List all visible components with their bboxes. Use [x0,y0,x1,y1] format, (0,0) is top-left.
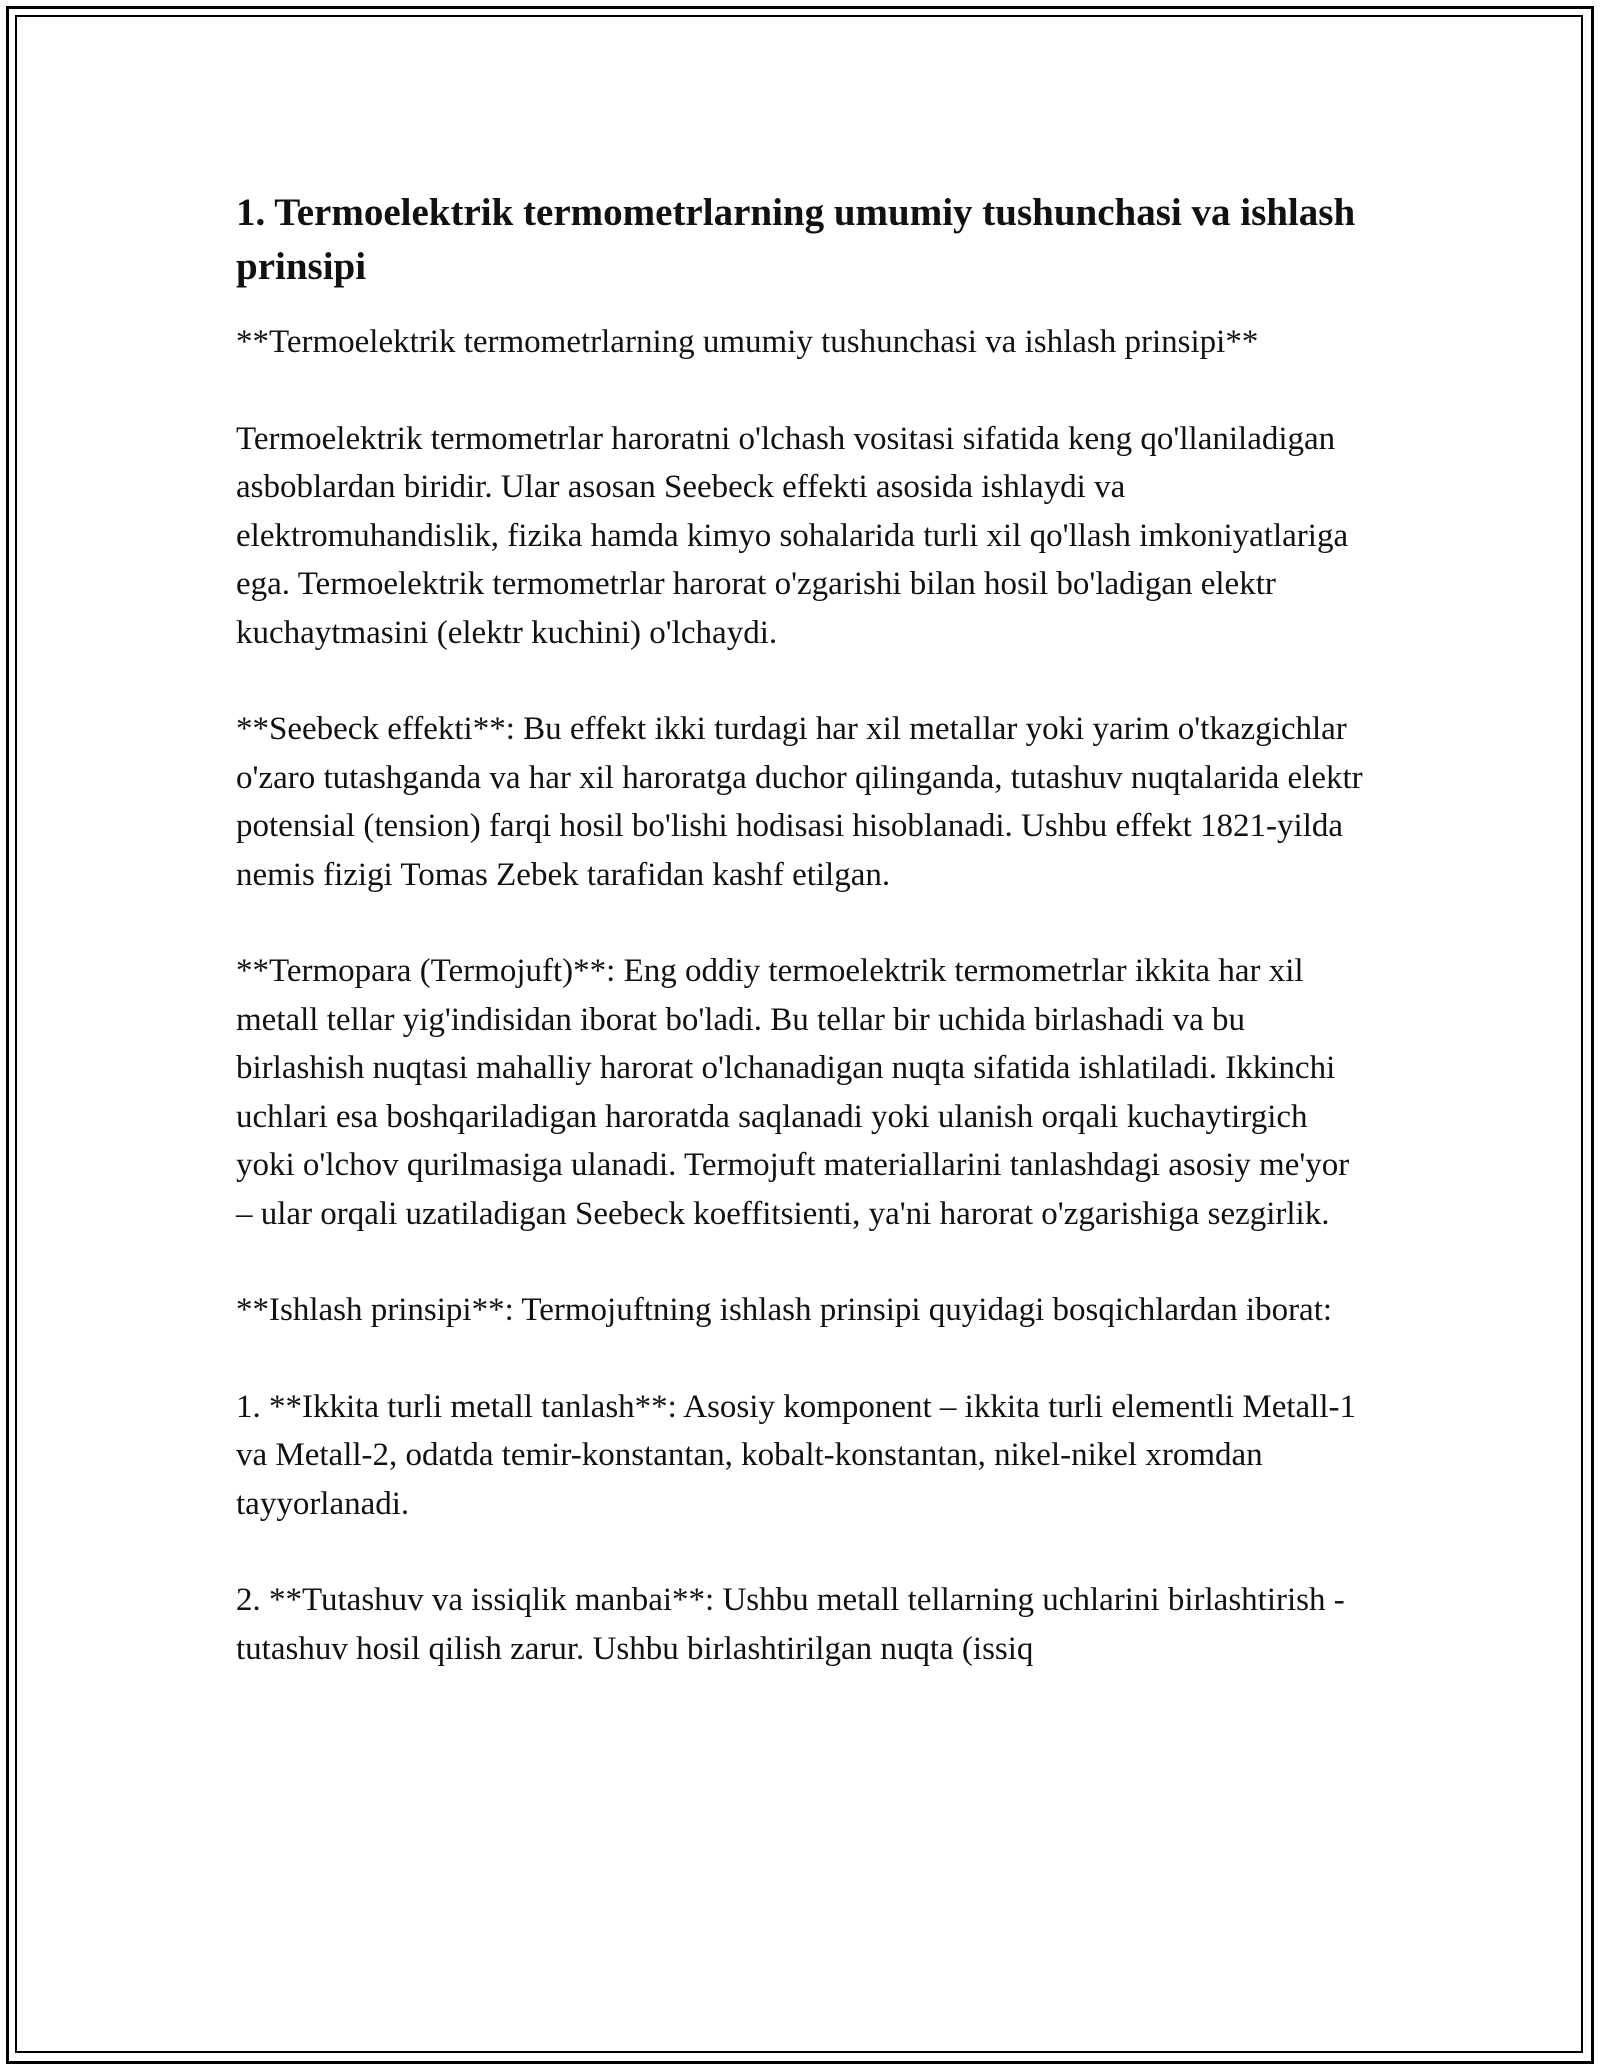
section-heading: 1. Termoelektrik termometrlarning umumiy tushunchasi va ishlash prinsipi [236,191,1356,288]
paragraph-working-principle: **Ishlash prinsipi**: Termojuftning ishlash prinsipi quyidagi bosqichlardan iborat: [236,1292,1333,1328]
paragraph-step-1: 1. **Ikkita turli metall tanlash**: Asosiy komponent – ikkita turli elementli Metall-1 va Metall-2, odatda temir-konstantan, kobalt-konstantan, nikel-nikel xromdan tayyorlanadi. [236,1388,1356,1522]
paragraph-seebeck-effect: **Seebeck effekti**: Bu effekt ikki turdagi har xil metallar yoki yarim o'tkazgichlar o'zaro tutashganda va har xil haroratga duchor qilinganda, tutashuv nuqtalarida elektr potensial (tension) farqi hosil bo'lishi hodisasi hisoblanadi. Ushbu effekt 1821-yilda nemis fizigi Tomas Zebek tarafidan kashf etilgan. [236,711,1363,893]
paragraph-step-2: 2. **Tutashuv va issiqlik manbai**: Ushbu metall tellarning uchlarini birlashtirish - tutashuv hosil qilish zarur. Ushbu birlashtirilgan nuqta (issiq [236,1582,1345,1667]
document-body [236,186,1364,1673]
paragraph-intro: Termoelektrik termometrlar haroratni o'lchash vositasi sifatida keng qo'llaniladigan asboblardan biridir. Ular asosan Seebeck effekti asosida ishlaydi va elektromuhandislik, fizika hamda kimyo sohalarida turli xil qo'llash imkoniyatlariga ega. Termoelektrik termometrlar harorat o'zgarishi bilan hosil bo'ladigan elektr kuchaytmasini (elektr kuchini) o'lchaydi. [236,420,1349,651]
paragraph-thermocouple: **Termopara (Termojuft)**: Eng oddiy termoelektrik termometrlar ikkita har xil metall tellar yig'indisidan iborat bo'ladi. Bu tellar bir uchida birlashadi va bu birlashish nuqtasi mahalliy harorat o'lchanadigan nuqta sifatida ishlatiladi. Ikkinchi uchlari esa boshqariladigan haroratda saqlanadi yoki ulanish orqali kuchaytirgich yoki o'lchov qurilmasiga ulanadi. Termojuft materiallarini tanlashdagi asosiy me'yor – ular orqali uzatiladigan Seebeck koeffitsienti, ya'ni harorat o'zgarishiga sezgirlik. [236,953,1350,1232]
paragraph-subtitle: **Termoelektrik termometrlarning umumiy tushunchasi va ishlash prinsipi** [236,324,1259,360]
